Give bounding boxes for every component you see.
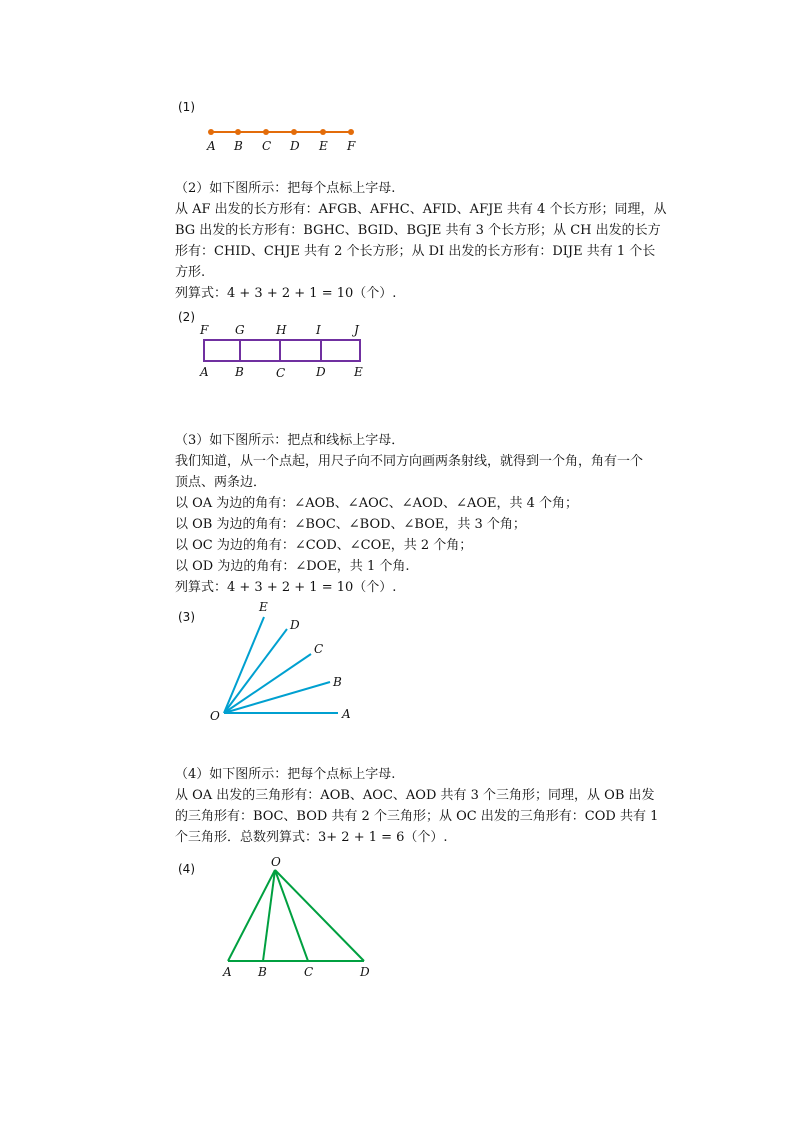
point-label-A: A bbox=[200, 365, 209, 379]
point-label-D: D bbox=[290, 139, 300, 153]
figure-3-angles bbox=[200, 598, 370, 728]
base-label-D: D bbox=[360, 965, 370, 979]
point-label-D: D bbox=[316, 365, 326, 379]
figure-1-label: (1) bbox=[178, 100, 195, 114]
section-3-explanation bbox=[175, 430, 685, 598]
text-line: 列算式：4 + 3 + 2 + 1 = 10（个）. bbox=[175, 286, 397, 301]
point-label-B: B bbox=[235, 365, 244, 379]
section-2-explanation bbox=[175, 178, 685, 304]
figure-4-triangles bbox=[215, 850, 385, 980]
text-line: 顶点、两条边． bbox=[175, 475, 267, 490]
apex-label-O: O bbox=[271, 855, 281, 869]
point-dot-D bbox=[291, 129, 297, 135]
text-line: 个三角形．总数列算式：3+ 2 + 1 = 6（个）. bbox=[175, 830, 448, 845]
text-line: 形有：CHID、CHJE 共有 2 个长方形；从 DI 出发的长方形有：DIJE 共有 1 个长 bbox=[175, 244, 656, 259]
point-label-G: G bbox=[235, 323, 245, 337]
text-line: （3）如下图所示：把点和线标上字母． bbox=[175, 433, 405, 448]
section-4-explanation bbox=[175, 764, 685, 848]
text-line: 列算式：4 + 3 + 2 + 1 = 10（个）. bbox=[175, 580, 397, 595]
point-dot-C bbox=[263, 129, 269, 135]
figure-1-line-segments bbox=[195, 120, 375, 160]
text-line: 从 OA 出发的三角形有：AOB、AOC、AOD 共有 3 个三角形；同理，从 OB 出发 bbox=[175, 788, 655, 803]
ray-OB bbox=[224, 682, 330, 713]
text-line: BG 出发的长方形有：BGHC、BGID、BGJE 共有 3 个长方形；从 CH 出发的长方 bbox=[175, 223, 661, 238]
point-dot-F bbox=[348, 129, 354, 135]
point-label-E: E bbox=[354, 365, 363, 379]
text-line: 方形. bbox=[175, 265, 206, 280]
base-label-C: C bbox=[304, 965, 314, 979]
text-line: 的三角形有：BOC、BOD 共有 2 个三角形；从 OC 出发的三角形有：COD 共有 1 bbox=[175, 809, 659, 824]
side-OA bbox=[228, 870, 275, 961]
text-line: 以 OA 为边的角有：∠AOB、∠AOC、∠AOD、∠AOE，共 4 个角； bbox=[175, 496, 579, 511]
ray-label-A: A bbox=[342, 707, 351, 721]
point-label-C: C bbox=[262, 139, 272, 153]
base-label-A: A bbox=[223, 965, 232, 979]
ray-label-C: C bbox=[314, 642, 324, 656]
point-dot-A bbox=[208, 129, 214, 135]
vertex-label-O: O bbox=[210, 709, 220, 723]
point-label-F: F bbox=[200, 323, 209, 337]
figure-2-label: (2) bbox=[178, 310, 195, 324]
point-label-F: F bbox=[347, 139, 356, 153]
point-label-C: C bbox=[276, 366, 286, 380]
text-line: 从 AF 出发的长方形有：AFGB、AFHC、AFID、AFJE 共有 4 个长方形；同理，从 bbox=[175, 202, 667, 217]
point-dot-B bbox=[235, 129, 241, 135]
ray-label-D: D bbox=[290, 618, 300, 632]
point-dot-E bbox=[320, 129, 326, 135]
point-label-H: H bbox=[276, 323, 287, 337]
side-OD bbox=[275, 870, 364, 961]
figure-2-rectangles bbox=[195, 320, 375, 382]
text-line: 以 OC 为边的角有：∠COD、∠COE，共 2 个角； bbox=[175, 538, 473, 553]
ray-OD bbox=[224, 629, 287, 713]
point-label-I: I bbox=[316, 323, 321, 337]
text-line: 以 OB 为边的角有：∠BOC、∠BOD、∠BOE，共 3 个角； bbox=[175, 517, 526, 532]
ray-label-E: E bbox=[259, 600, 268, 614]
point-label-E: E bbox=[319, 139, 328, 153]
point-label-A: A bbox=[207, 139, 216, 153]
text-line: 我们知道，从一个点起，用尺子向不同方向画两条射线，就得到一个角，角有一个 bbox=[175, 454, 644, 469]
figure-4-label: (4) bbox=[178, 862, 195, 876]
point-label-J: J bbox=[354, 323, 359, 337]
point-label-B: B bbox=[234, 139, 243, 153]
outer-rectangle bbox=[204, 340, 360, 361]
text-line: 以 OD 为边的角有：∠DOE，共 1 个角. bbox=[175, 559, 410, 574]
figure-3-label: (3) bbox=[178, 610, 195, 624]
text-line: （4）如下图所示：把每个点标上字母. bbox=[175, 767, 396, 782]
ray-label-B: B bbox=[333, 675, 342, 689]
side-OC bbox=[275, 870, 308, 961]
text-line: （2）如下图所示：把每个点标上字母. bbox=[175, 181, 396, 196]
base-label-B: B bbox=[258, 965, 267, 979]
